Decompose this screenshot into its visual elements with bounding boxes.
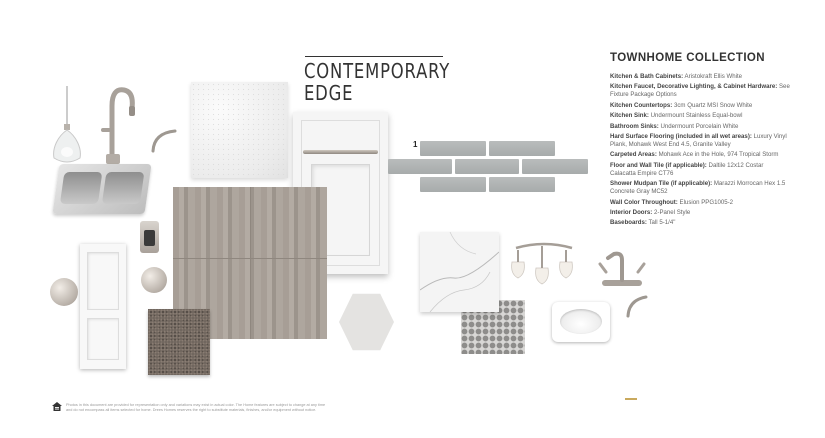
keypad-lock-icon (140, 221, 159, 253)
disclaimer-line-2: and do not encompass all items selected for home. Drees Homes reserves the right to substitute materials, finishes, and/or equipment without notice. (66, 408, 317, 412)
collection-heading: TOWNHOME COLLECTION (610, 52, 765, 64)
spec-item (610, 73, 790, 81)
spec-value: Daltile 12x12 Costar Calacatta Empire CT76 (610, 161, 764, 177)
spec-value: Tall 5-1/4" (648, 219, 676, 227)
spec-label: Kitchen & Bath Cabinets: (610, 73, 684, 80)
disclaimer-line-1: Photos in this document are provided for representation only and variations may exist in actual color. The Home features are subject to change at any time (66, 403, 326, 407)
title-rule (305, 56, 443, 57)
spec-label: Carpeted Areas: (610, 151, 657, 159)
spec-item (610, 102, 790, 110)
bathroom-sink-image (552, 302, 610, 342)
spec-label: Interior Doors: (610, 208, 653, 216)
equal-housing-icon (52, 402, 62, 411)
spec-item (610, 112, 790, 120)
marble-vein-icon (420, 232, 499, 312)
spec-value: Luxury Vinyl Plank, Mohawk West End 4.5, Granite Valley (610, 132, 787, 148)
cabinet-handle (303, 150, 378, 154)
sink-bowl-left (60, 172, 102, 204)
hex-tile-swatch (339, 292, 394, 352)
spec-item (610, 133, 790, 149)
quartz-countertop-swatch (191, 82, 288, 178)
spec-label: Wall Color Throughout: (610, 198, 678, 206)
spec-item (610, 151, 790, 159)
spec-label: Bathroom Sinks: (610, 122, 659, 130)
spec-item (610, 219, 790, 227)
spec-label: Shower Mudpan Tile (if applicable): (610, 180, 713, 188)
spec-value: 3cm Quartz MSI Snow White (674, 101, 753, 109)
disclaimer-text (66, 403, 386, 413)
kitchen-faucet-icon (96, 84, 138, 166)
spec-item (610, 162, 790, 178)
cabinet-pull-icon (150, 127, 178, 153)
title-line-2: EDGE (304, 81, 354, 105)
sink-bowl-right (102, 172, 144, 204)
spec-value: Undermount Porcelain White (660, 122, 739, 130)
interior-door-swatch (80, 244, 126, 369)
spec-value: Marazzi Morrocan Hex 1.5 Concrete Gray MC52 (610, 180, 786, 196)
door-knob-icon (50, 278, 78, 306)
spec-label: Baseboards: (610, 219, 647, 227)
marble-tile-swatch (420, 232, 499, 312)
subway-tile-swatch (388, 141, 588, 193)
spec-item (610, 199, 790, 207)
spec-list (610, 73, 790, 230)
bath-pull-icon (625, 294, 649, 318)
spec-value: Mohawk Ace in the Hole, 974 Tropical Storm (658, 151, 779, 159)
title-line-1: CONTEMPORARY (304, 59, 451, 83)
spec-value: Elusion PPG1005-2 (679, 198, 734, 206)
spec-label: Kitchen Sink: (610, 112, 649, 120)
bath-faucet-icon (594, 246, 650, 290)
spec-label: Kitchen Countertops: (610, 101, 673, 109)
spec-item (610, 83, 790, 99)
spec-item (610, 180, 790, 196)
spec-label: Kitchen Faucet, Decorative Lighting, & Cabinet Hardware: (610, 83, 778, 91)
kitchen-sink-image (52, 164, 151, 214)
spec-label: Hard Surface Flooring (included in all wet areas): (610, 132, 752, 140)
carpet-swatch (148, 309, 210, 375)
spec-item (610, 209, 790, 217)
spec-label: Floor and Wall Tile (if applicable): (610, 161, 707, 169)
accent-dash (625, 398, 637, 400)
spec-value: Undermount Stainless Equal-bowl (650, 112, 743, 120)
pendant-light-icon (50, 86, 84, 166)
tile-marker: 1 (413, 140, 418, 149)
vanity-light-icon (508, 238, 580, 286)
spec-item (610, 123, 790, 131)
entry-knob-icon (141, 267, 167, 293)
page-title (304, 60, 450, 104)
spec-value: See Fixture Package Options (610, 83, 790, 99)
spec-value: 2-Panel Style (654, 208, 691, 216)
spec-value: Aristokraft Ellis White (684, 73, 743, 80)
